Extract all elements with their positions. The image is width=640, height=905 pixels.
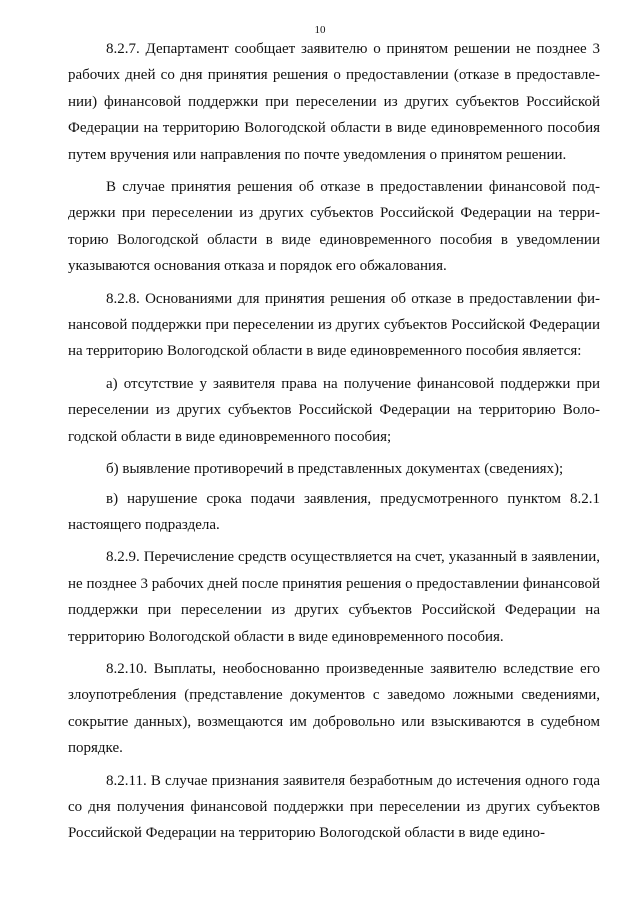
list-item-b: б) выявление противоречий в представленных документах (сведениях);	[106, 461, 564, 478]
list-item-v: в) нарушение срока подачи заявления, предусмотренного пунктом 8.2.1 настоящего подраздела.	[68, 490, 600, 533]
list-item-a: а) отсутствие у заявителя права на получение финансовой поддержки при переселении из других субъектов Российской Федерации на территорию Вологодской области в виде единовременного пособия;	[68, 375, 600, 445]
paragraph-8-2-11: 8.2.11. В случае признания заявителя безработным до истечения одного года со дня получения финансовой поддержки при переселении из других субъектов Российской Федерации на территорию Вологодской области в виде едино-	[68, 772, 600, 842]
paragraph-8-2-8: 8.2.8. Основаниями для принятия решения об отказе в предоставлении финансовой поддержки при переселении из других субъектов Российской Федерации на территорию Вологодской области в виде единовременного пособия является:	[68, 290, 600, 360]
paragraph-8-2-10: 8.2.10. Выплаты, необоснованно произведенные заявителю вследствие его злоупотребления (представление документов с заведомо ложными сведениями, сокрытие данных), возмещаются им добровольно или взыскиваются в судебном порядке.	[68, 660, 600, 757]
paragraph-8-2-9: 8.2.9. Перечисление средств осуществляется на счет, указанный в заявлении, не позднее 3 рабочих дней после принятия решения о предоставлении финансовой поддержки при переселении из других субъектов Российской Федерации на территорию Вологодской области в виде единовременного пособия.	[68, 549, 600, 645]
page-number: 10	[314, 24, 326, 36]
paragraph-refusal-notice: В случае принятия решения об отказе в предоставлении финансовой поддержки при переселении из других субъектов Российской Федерации на территорию Вологодской области в виде единовременного пособия в уведомлении указываются основания отказа и порядок его обжалования.	[68, 179, 600, 275]
document-body	[68, 36, 600, 853]
paragraph-8-2-7: 8.2.7. Департамент сообщает заявителю о принятом решении не позднее 3 рабочих дней со дня принятия решения о предоставлении (отказе в предоставлении) финансовой поддержки при переселении из других субъектов Российской Федерации на территорию Вологодской области в виде единовременного пособия путем вручения или направления по почте уведомления о принятом решении.	[68, 41, 600, 163]
